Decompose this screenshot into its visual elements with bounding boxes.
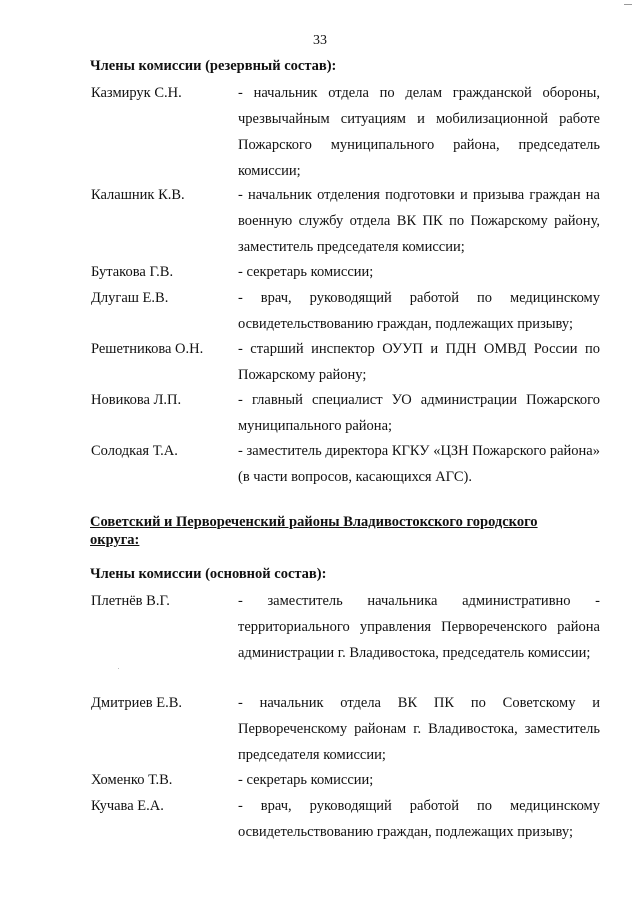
member-name: Решетникова О.Н. bbox=[91, 341, 204, 357]
member-name: Хоменко Т.В. bbox=[91, 772, 173, 788]
member-role: - заместитель начальника административно - территориального управления Первореченского района администрации г. Владивостока, председатель комиссии; bbox=[238, 593, 600, 661]
member-role: - врач, руководящий работой по медицинскому освидетельствованию граждан, подлежащих призыву; bbox=[238, 798, 600, 840]
member-name: Дмитриев Е.В. bbox=[91, 695, 183, 711]
member-role: - секретарь комиссии; bbox=[238, 772, 374, 788]
member-name: Плетнёв В.Г. bbox=[91, 593, 170, 609]
member-role: - врач, руководящий работой по медицинскому освидетельствованию граждан, подлежащих призыву; bbox=[238, 290, 600, 332]
member-role: - старший инспектор ОУУП и ПДН ОМВД России по Пожарскому району; bbox=[238, 341, 600, 383]
member-role: - главный специалист УО администрации Пожарского муниципального района; bbox=[238, 392, 600, 434]
scan-speck bbox=[118, 668, 119, 669]
member-role: - начальник отдела ВК ПК по Советскому и Первореченскому районам г. Владивостока, заместитель председателя комиссии; bbox=[238, 695, 600, 763]
member-role: - начальник отделения подготовки и призыва граждан на военную службу отдела ВК ПК по Пожарскому району, заместитель председателя комиссии; bbox=[238, 187, 600, 255]
district-heading: Советский и Первореченский районы Владивостокского городского округа: bbox=[90, 514, 538, 548]
section-heading-reserve: Члены комиссии (резервный состав): bbox=[90, 58, 337, 74]
member-name: Солодкая Т.А. bbox=[91, 443, 178, 459]
member-role: - секретарь комиссии; bbox=[238, 264, 374, 280]
member-role: - начальник отдела по делам гражданской обороны, чрезвычайным ситуациям и мобилизационной работе Пожарского муниципального района, председатель комиссии; bbox=[238, 85, 600, 179]
page-number: 33 bbox=[313, 33, 327, 48]
member-name: Длугаш Е.В. bbox=[91, 290, 169, 306]
member-name: Кучава Е.А. bbox=[91, 798, 164, 814]
scan-mark bbox=[624, 4, 632, 5]
member-name: Калашник К.В. bbox=[91, 187, 185, 203]
member-name: Казмирук С.Н. bbox=[91, 85, 182, 101]
member-name: Бутакова Г.В. bbox=[91, 264, 174, 280]
section-heading-main: Члены комиссии (основной состав): bbox=[90, 566, 327, 582]
member-role: - заместитель директора КГКУ «ЦЗН Пожарского района» (в части вопросов, касающихся АГС). bbox=[238, 443, 600, 485]
member-name: Новикова Л.П. bbox=[91, 392, 182, 408]
